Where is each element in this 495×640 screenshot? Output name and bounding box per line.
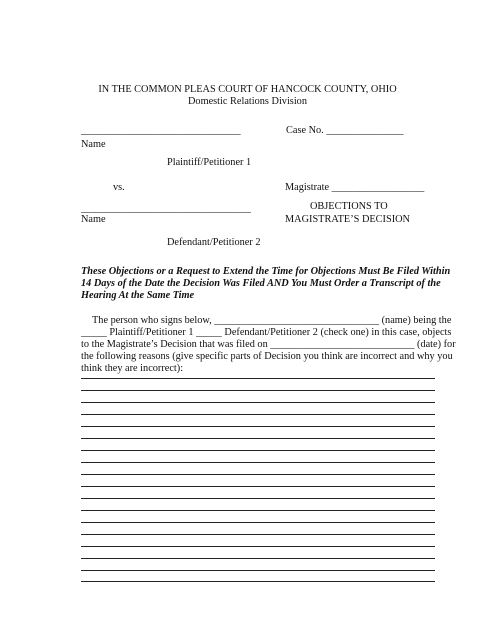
defendant-name-line[interactable]: _________________________________	[81, 203, 251, 214]
body-line-5: think they are incorrect):	[81, 363, 184, 374]
body-line-1: The person who signs below, ________________________________ (name) being the	[92, 315, 452, 326]
defendant-role-label: Defendant/Petitioner 2	[167, 237, 261, 248]
reason-line[interactable]	[81, 546, 435, 547]
notice-line-3: Hearing At the Same Time	[81, 290, 195, 301]
body-line-4: the following reasons (give specific parts of Decision you think are incorrect and why you	[81, 351, 453, 362]
court-title: IN THE COMMON PLEAS COURT OF HANCOCK COUNTY, OHIO	[98, 84, 397, 95]
plaintiff-name-label: Name	[81, 139, 106, 150]
reason-line[interactable]	[81, 390, 435, 391]
reason-line[interactable]	[81, 426, 435, 427]
reason-line[interactable]	[81, 462, 435, 463]
reason-line[interactable]	[81, 510, 435, 511]
objections-title-line1: OBJECTIONS TO	[310, 201, 388, 212]
case-number-field[interactable]: Case No. _______________	[286, 125, 404, 136]
plaintiff-name-line[interactable]: _______________________________	[81, 125, 241, 136]
reason-line[interactable]	[81, 498, 435, 499]
body-line-3: to the Magistrate’s Decision that was filed on ____________________________ (date) for	[81, 339, 456, 350]
reason-line[interactable]	[81, 534, 435, 535]
reason-line[interactable]	[81, 378, 435, 379]
reason-line[interactable]	[81, 570, 435, 571]
defendant-name-label: Name	[81, 214, 106, 225]
reason-line[interactable]	[81, 522, 435, 523]
reason-line[interactable]	[81, 486, 435, 487]
court-division: Domestic Relations Division	[188, 96, 307, 107]
body-line-2: _____ Plaintiff/Petitioner 1 _____ Defendant/Petitioner 2 (check one) in this case, objects	[81, 327, 452, 338]
versus-label: vs.	[113, 182, 125, 193]
reason-line[interactable]	[81, 474, 435, 475]
objections-title-line2: MAGISTRATE’S DECISION	[285, 214, 410, 225]
magistrate-field[interactable]: Magistrate __________________	[285, 182, 425, 193]
reason-line[interactable]	[81, 438, 435, 439]
reason-line[interactable]	[81, 402, 435, 403]
notice-line-1: These Objections or a Request to Extend the Time for Objections Must Be Filed Within	[81, 266, 451, 277]
reason-line[interactable]	[81, 450, 435, 451]
reason-line[interactable]	[81, 414, 435, 415]
reason-line[interactable]	[81, 558, 435, 559]
plaintiff-role-label: Plaintiff/Petitioner 1	[167, 157, 252, 168]
reason-line[interactable]	[81, 581, 435, 582]
notice-line-2: 14 Days of the Date the Decision Was Filed AND You Must Order a Transcript of the	[81, 278, 441, 289]
